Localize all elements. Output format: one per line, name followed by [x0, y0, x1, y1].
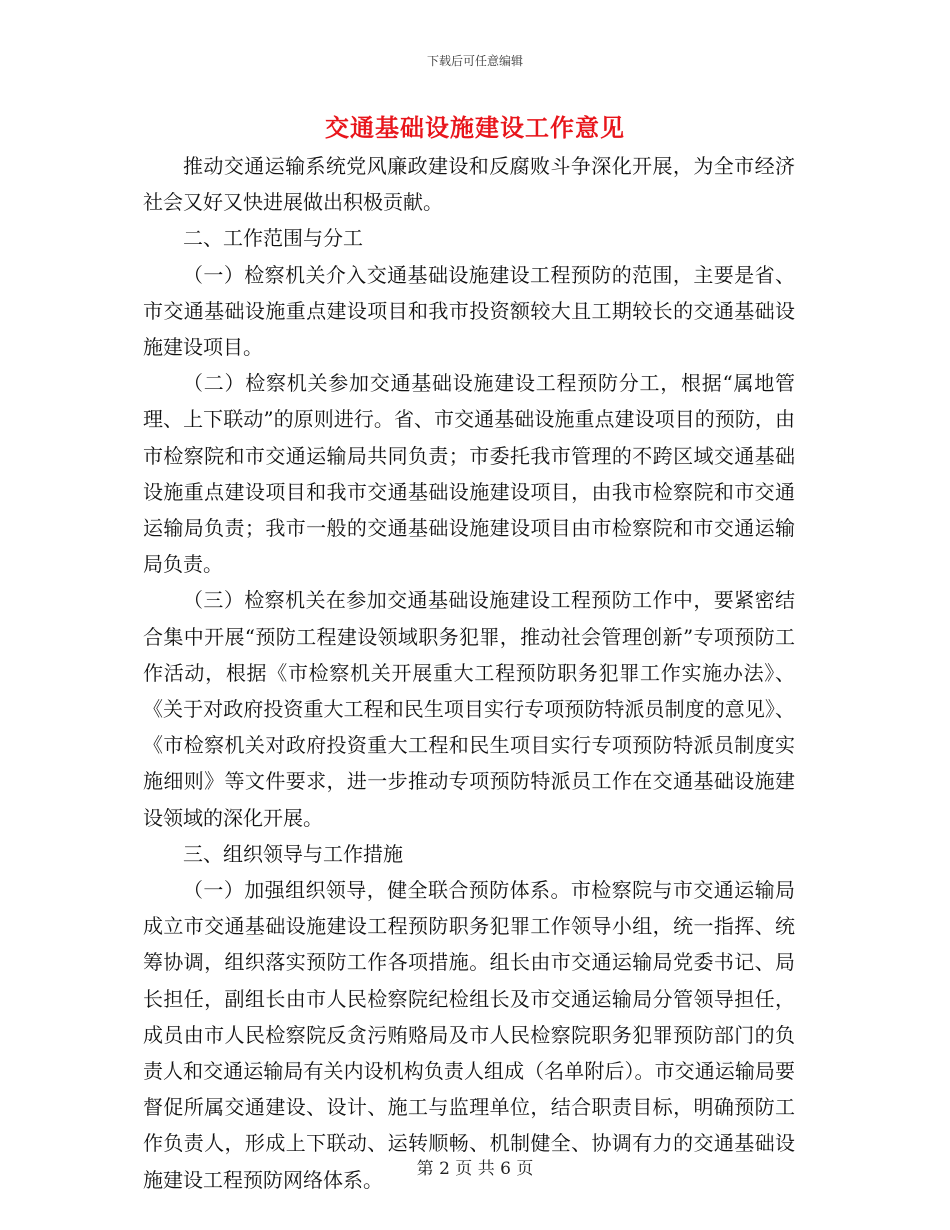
paragraph-scope-2: （二）检察机关参加交通基础设施建设工程预防分工，根据“属地管理、上下联动”的原则进行。省、市交通基础设施重点建设项目的预防，由市检察院和市交通运输局共同负责；市委托我市管理的不跨区域交通基础设施重点建设项目和我市交通基础设施建设项目，由我市检察院和市交通运输局负责；我市一般的交通基础设施建设项目由市检察院和市交通运输局负责。 [143, 371, 795, 577]
section-heading-scope: 二、工作范围与分工 [183, 226, 363, 251]
document-title: 交通基础设施建设工作意见 [325, 113, 625, 142]
paragraph-organization-1: （一）加强组织领导，健全联合预防体系。市检察院与市交通运输局成立市交通基础设施建设工程预防职务犯罪工作领导小组，统一指挥、统筹协调，组织落实预防工作各项措施。组长由市交通运输局党委书记、局长担任，副组长由市人民检察院纪检组长及市交通运输局分管领导担任，成员由市人民检察院反贪污贿赂局及市人民检察院职务犯罪预防部门的负责人和交通运输局有关内设机构负责人组成（名单附后）。市交通运输局要督促所属交通建设、设计、施工与监理单位，结合职责目标，明确预防工作负责人，形成上下联动、运转顺畅、机制健全、协调有力的交通基础设施建设工程预防网络体系。 [143, 878, 795, 1192]
paragraph-intro: 推动交通运输系统党风廉政建设和反腐败斗争深化开展，为全市经济社会又好又快进展做出积极贡献。 [143, 154, 795, 215]
paragraph-scope-1: （一）检察机关介入交通基础设施建设工程预防的范围，主要是省、市交通基础设施重点建设项目和我市投资额较大且工期较长的交通基础设施建设项目。 [143, 262, 795, 360]
section-heading-organization: 三、组织领导与工作措施 [183, 841, 403, 866]
header-note: 下载后可任意编辑 [426, 54, 523, 68]
paragraph-scope-3: （三）检察机关在参加交通基础设施建设工程预防工作中，要紧密结合集中开展“预防工程建设领域职务犯罪，推动社会管理创新”专项预防工作活动，根据《市检察机关开展重大工程预防职务犯罪工作实施办法》、《关于对政府投资重大工程和民生项目实行专项预防特派员制度的意见》、《市检察机关对政府投资重大工程和民生项目实行专项预防特派员制度实施细则》等文件要求，进一步推动专项预防特派员工作在交通基础设施建设领域的深化开展。 [143, 588, 795, 830]
page-number-footer: 第 2 页 共 6 页 [416, 1159, 534, 1179]
document-body [143, 148, 795, 1198]
